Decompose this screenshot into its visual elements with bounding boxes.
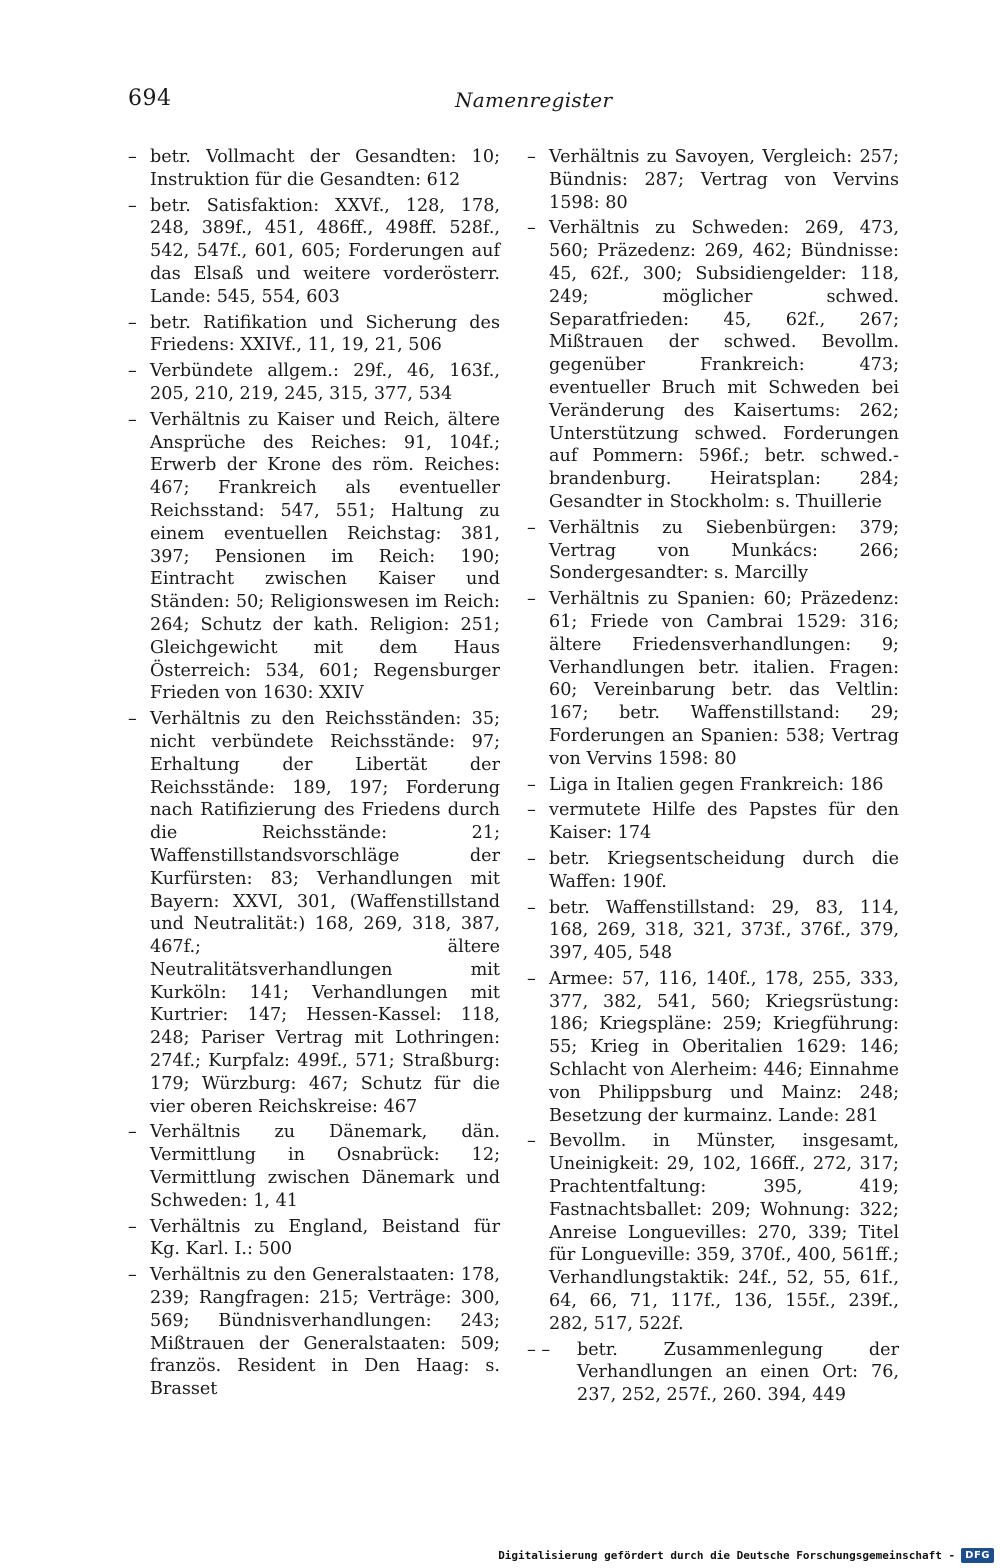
- index-entry: – betr. Kriegsentscheidung durch die Waffen: 190f.: [527, 848, 899, 894]
- running-head: Namenregister: [455, 88, 613, 112]
- index-entry: – Verhältnis zu den Generalstaaten: 178, 239; Rangfragen: 215; Verträge: 300, 569; Bündnisverhandlungen: 243; Mißtrauen der Generalstaaten: 509; französ. Resident in Den Haag: s. Brasset: [128, 1264, 500, 1401]
- page-number: 694: [128, 86, 172, 111]
- index-entry: – betr. Waffenstillstand: 29, 83, 114, 168, 269, 318, 321, 373f., 376f., 379, 397, 405, 548: [527, 897, 899, 965]
- index-entry: – vermutete Hilfe des Papstes für den Kaiser: 174: [527, 799, 899, 845]
- index-entry: – Verhältnis zu Savoyen, Vergleich: 257; Bündnis: 287; Vertrag von Vervins 1598: 80: [527, 146, 899, 214]
- index-entry: – Verhältnis zu Spanien: 60; Präzedenz: 61; Friede von Cambrai 1529: 316; ältere Friedensverhandlungen: 9; Verhandlungen betr. italien. Fragen: 60; Vereinbarung betr. das Veltlin: 167; betr. Waffenstillstand: 29; Forderungen an Spanien: 538; Vertrag von Vervins 1598: 80: [527, 588, 899, 770]
- index-entry: – Verhältnis zu Dänemark, dän. Vermittlung in Osnabrück: 12; Vermittlung zwischen Dänemark und Schweden: 1, 41: [128, 1121, 500, 1212]
- index-entry: – Verbündete allgem.: 29f., 46, 163f., 205, 210, 219, 245, 315, 377, 534: [128, 360, 500, 406]
- index-entry: – betr. Vollmacht der Gesandten: 10; Instruktion für die Gesandten: 612: [128, 146, 500, 192]
- index-entry: – Verhältnis zu Siebenbürgen: 379; Vertrag von Munkács: 266; Sondergesandter: s. Marcilly: [527, 517, 899, 585]
- index-entry: – betr. Ratifikation und Sicherung des Friedens: XXIVf., 11, 19, 21, 506: [128, 312, 500, 358]
- credit-text: Digitalisierung gefördert durch die Deutsche Forschungsgemeinschaft -: [498, 1548, 956, 1562]
- index-entry: – Verhältnis zu den Reichsständen: 35; nicht verbündete Reichsstände: 97; Erhaltung der Libertät der Reichsstände: 189, 197; Forderung nach Ratifizierung des Friedens durch die Reichsstände: 21; Waffenstillstandsvorschläge der Kurfürsten: 83; Verhandlungen mit Bayern: XXVI, 301, (Waffenstillstand und Neutralität:) 168, 269, 318, 387, 467f.; ältere Neutralitätsverhandlungen mit Kurköln: 141; Verhandlungen mit Kurtrier: 147; Hessen-Kassel: 118, 248; Pariser Vertrag mit Lothringen: 274f.; Kurpfalz: 499f., 571; Straßburg: 179; Würzburg: 467; Schutz für die vier oberen Reichskreise: 467: [128, 708, 500, 1118]
- index-entry: – Verhältnis zu Kaiser und Reich, ältere Ansprüche des Reiches: 91, 104f.; Erwerb der Krone des röm. Reiches: 467; Frankreich als eventueller Reichsstand: 547, 551; Haltung zu einem eventuellen Reichstag: 381, 397; Pensionen im Reich: 190; Eintracht zwischen Kaiser und Ständen: 50; Religionswesen im Reich: 264; Schutz der kath. Religion: 251; Gleichgewicht mit dem Haus Österreich: 534, 601; Regensburger Frieden von 1630: XXIV: [128, 409, 500, 705]
- index-entry: – betr. Satisfaktion: XXVf., 128, 178, 248, 389f., 451, 486ff., 498ff. 528f., 542, 547f., 601, 605; Forderungen auf das Elsaß und weitere vorderösterr. Lande: 545, 554, 603: [128, 195, 500, 309]
- index-entry: – Verhältnis zu England, Beistand für Kg. Karl. I.: 500: [128, 1216, 500, 1262]
- index-entry: – Bevollm. in Münster, insgesamt, Uneinigkeit: 29, 102, 166ff., 272, 317; Prachtentfaltung: 395, 419; Fastnachtsballet: 209; Wohnung: 322; Anreise Longuevilles: 270, 339; Titel für Longueville: 359, 370f., 400, 561ff.; Verhandlungstaktik: 24f., 52, 55, 61f., 64, 66, 71, 117f., 136, 155f., 239f., 282, 517, 522f.: [527, 1130, 899, 1335]
- index-entry: – Liga in Italien gegen Frankreich: 186: [527, 774, 899, 797]
- index-entry: – Armee: 57, 116, 140f., 178, 255, 333, 377, 382, 541, 560; Kriegsrüstung: 186; Kriegspläne: 259; Kriegführung: 55; Krieg in Oberitalien 1629: 146; Schlacht von Alerheim: 446; Einnahme von Philippsburg und Mainz: 248; Besetzung der kurmainz. Lande: 281: [527, 968, 899, 1128]
- index-subentry: – – betr. Zusammenlegung der Verhandlungen an einen Ort: 76, 237, 252, 257f., 260. 394, 449: [527, 1339, 899, 1407]
- dfg-logo-icon: DFG: [961, 1548, 994, 1563]
- index-column-left: [128, 146, 500, 1404]
- index-entry: – Verhältnis zu Schweden: 269, 473, 560; Präzedenz: 269, 462; Bündnisse: 45, 62f., 300; Subsidiengelder: 118, 249; möglicher schwed. Separatfrieden: 45, 62f., 267; Mißtrauen der schwed. Bevollm. gegenüber Frankreich: 473; eventueller Bruch mit Schweden bei Veränderung des Kaisertums: 262; Unterstützung schwed. Forderungen auf Pommern: 596f.; betr. schwed.-brandenburg. Heiratsplan: 284; Gesandter in Stockholm: s. Thuillerie: [527, 217, 899, 513]
- index-column-right: [527, 146, 899, 1410]
- digitization-credit: [480, 1542, 1000, 1568]
